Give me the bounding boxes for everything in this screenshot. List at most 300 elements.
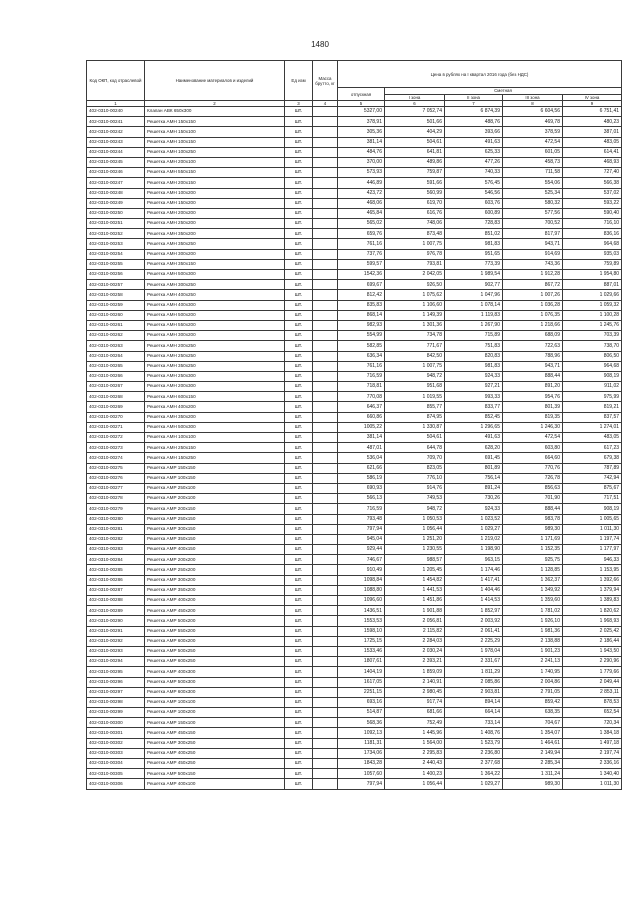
- cell-zone-2-price: 1 523,79: [445, 738, 503, 748]
- cell-zone-2-price: 491,63: [445, 137, 503, 147]
- cell-zone-1-price: 644,78: [385, 443, 445, 453]
- table-row: [87, 443, 622, 453]
- cell-mass: [313, 188, 338, 198]
- cell-name: Решетка АМН 100х200: [145, 188, 285, 198]
- cell-zone-3-price: 888,44: [503, 504, 563, 514]
- table-row: [87, 565, 622, 575]
- cell-zone-3-price: 856,63: [503, 483, 563, 493]
- cell-mass: [313, 239, 338, 249]
- cell-name: Решетка АМН 100х250: [145, 147, 285, 157]
- table-row: [87, 708, 622, 718]
- cell-unit: шт.: [285, 259, 313, 269]
- cell-zone-4-price: 727,40: [563, 168, 622, 178]
- cell-name: Решетка АМН 550х150: [145, 168, 285, 178]
- cell-zone-1-price: 404,29: [385, 127, 445, 137]
- cell-zone-4-price: 787,89: [563, 463, 622, 473]
- table-row: [87, 219, 622, 229]
- cell-zone-2-price: 981,83: [445, 361, 503, 371]
- cell-zone-4-price: 593,22: [563, 198, 622, 208]
- cell-zone-1-price: 1 056,44: [385, 524, 445, 534]
- cell-name: Решетка АМР 450х200: [145, 606, 285, 616]
- cell-release-price: 599,57: [338, 259, 385, 269]
- header-zone-2: II зона: [445, 94, 503, 101]
- cell-zone-2-price: 773,39: [445, 259, 503, 269]
- cell-release-price: 446,89: [338, 178, 385, 188]
- table-row: [87, 290, 622, 300]
- cell-release-price: 305,36: [338, 127, 385, 137]
- cell-zone-3-price: 2 138,88: [503, 636, 563, 646]
- cell-name: Решетка АМР 250х100: [145, 483, 285, 493]
- header-unit: Ед изм: [285, 61, 313, 101]
- cell-unit: шт.: [285, 239, 313, 249]
- cell-unit: шт.: [285, 708, 313, 718]
- cell-zone-3-price: 1 246,30: [503, 422, 563, 432]
- cell-name: Решетка АМР 500х150: [145, 769, 285, 779]
- price-table: [86, 60, 622, 790]
- cell-zone-3-price: 989,30: [503, 779, 563, 789]
- cell-zone-3-price: 1 152,35: [503, 545, 563, 555]
- cell-unit: шт.: [285, 331, 313, 341]
- cell-zone-3-price: 914,69: [503, 249, 563, 259]
- cell-mass: [313, 137, 338, 147]
- cell-zone-2-price: 894,14: [445, 697, 503, 707]
- cell-release-price: 566,13: [338, 494, 385, 504]
- cell-unit: шт.: [285, 575, 313, 585]
- cell-release-price: 573,93: [338, 168, 385, 178]
- cell-zone-4-price: 1 340,40: [563, 769, 622, 779]
- table-row: [87, 463, 622, 473]
- cell-zone-2-price: 691,45: [445, 453, 503, 463]
- cell-name: Решетка АМН 600х150: [145, 392, 285, 402]
- cell-zone-1-price: 1 251,20: [385, 534, 445, 544]
- cell-mass: [313, 534, 338, 544]
- cell-zone-1-price: 2 440,43: [385, 759, 445, 769]
- cell-zone-4-price: 1 059,32: [563, 300, 622, 310]
- cell-zone-1-price: 709,70: [385, 453, 445, 463]
- table-row: [87, 585, 622, 595]
- cell-release-price: 1734,06: [338, 748, 385, 758]
- cell-release-price: 929,44: [338, 545, 385, 555]
- cell-code: 402-0310-00267: [87, 382, 145, 392]
- cell-mass: [313, 351, 338, 361]
- cell-unit: шт.: [285, 657, 313, 667]
- cell-zone-2-price: 1 404,46: [445, 585, 503, 595]
- cell-zone-3-price: 801,39: [503, 402, 563, 412]
- cell-code: 402-0310-00244: [87, 147, 145, 157]
- cell-name: Решетка АМР 100х100: [145, 697, 285, 707]
- cell-unit: шт.: [285, 606, 313, 616]
- cell-zone-4-price: 480,23: [563, 117, 622, 127]
- cell-zone-2-price: 1 023,52: [445, 514, 503, 524]
- cell-mass: [313, 229, 338, 239]
- cell-unit: шт.: [285, 422, 313, 432]
- table-row: [87, 422, 622, 432]
- cell-release-price: 1436,51: [338, 606, 385, 616]
- cell-mass: [313, 147, 338, 157]
- cell-mass: [313, 371, 338, 381]
- cell-zone-3-price: 925,75: [503, 555, 563, 565]
- cell-unit: шт.: [285, 402, 313, 412]
- cell-zone-1-price: 1 149,39: [385, 310, 445, 320]
- cell-zone-3-price: 943,71: [503, 361, 563, 371]
- table-row: [87, 738, 622, 748]
- cell-code: 402-0310-00288: [87, 596, 145, 606]
- cell-mass: [313, 208, 338, 218]
- cell-unit: шт.: [285, 473, 313, 483]
- cell-zone-1-price: 1 564,00: [385, 738, 445, 748]
- cell-zone-3-price: 1 171,69: [503, 534, 563, 544]
- cell-name: Решетка АМР 400х300: [145, 667, 285, 677]
- cell-zone-2-price: 664,14: [445, 708, 503, 718]
- cell-unit: шт.: [285, 524, 313, 534]
- cell-unit: шт.: [285, 748, 313, 758]
- cell-mass: [313, 107, 338, 117]
- cell-zone-1-price: 1 454,82: [385, 575, 445, 585]
- cell-name: Решетка АМР 350х150: [145, 534, 285, 544]
- cell-zone-4-price: 975,99: [563, 392, 622, 402]
- cell-release-price: 565,02: [338, 219, 385, 229]
- cell-release-price: 718,81: [338, 382, 385, 392]
- cell-mass: [313, 280, 338, 290]
- cell-unit: шт.: [285, 514, 313, 524]
- cell-zone-1-price: 504,61: [385, 433, 445, 443]
- table-row: [87, 382, 622, 392]
- cell-zone-3-price: 638,35: [503, 708, 563, 718]
- cell-zone-3-price: 472,54: [503, 137, 563, 147]
- cell-zone-2-price: 6 874,39: [445, 107, 503, 117]
- cell-name: Решетка АМР 300х150: [145, 524, 285, 534]
- cell-zone-1-price: 752,49: [385, 718, 445, 728]
- cell-mass: [313, 249, 338, 259]
- cell-mass: [313, 178, 338, 188]
- cell-mass: [313, 463, 338, 473]
- cell-name: Решетка АМР 200х200: [145, 555, 285, 565]
- cell-zone-4-price: 679,38: [563, 453, 622, 463]
- cell-mass: [313, 382, 338, 392]
- cell-code: 402-0310-00297: [87, 687, 145, 697]
- cell-zone-1-price: 1 301,36: [385, 320, 445, 330]
- cell-zone-3-price: 378,59: [503, 127, 563, 137]
- cell-zone-4-price: 717,51: [563, 494, 622, 504]
- cell-zone-4-price: 652,54: [563, 708, 622, 718]
- cell-unit: шт.: [285, 677, 313, 687]
- header-mass: Масса брутто, кг: [313, 61, 338, 101]
- cell-release-price: 793,48: [338, 514, 385, 524]
- cell-zone-4-price: 908,19: [563, 504, 622, 514]
- table-row: [87, 412, 622, 422]
- cell-zone-3-price: 1 901,23: [503, 646, 563, 656]
- cell-mass: [313, 361, 338, 371]
- cell-zone-3-price: 726,78: [503, 473, 563, 483]
- cell-zone-4-price: 836,16: [563, 229, 622, 239]
- cell-mass: [313, 626, 338, 636]
- table-row: [87, 198, 622, 208]
- cell-mass: [313, 331, 338, 341]
- cell-name: Решетка АМН 350х250: [145, 239, 285, 249]
- cell-name: Решетка АМН 300х200: [145, 331, 285, 341]
- table-row: [87, 555, 622, 565]
- cell-zone-2-price: 2 061,41: [445, 626, 503, 636]
- cell-zone-1-price: 874,95: [385, 412, 445, 422]
- cell-code: 402-0310-00285: [87, 565, 145, 575]
- cell-code: 402-0310-00291: [87, 626, 145, 636]
- cell-code: 402-0310-00293: [87, 646, 145, 656]
- cell-zone-4-price: 2 197,74: [563, 748, 622, 758]
- cell-name: Решетка АМН 250х150: [145, 443, 285, 453]
- cell-name: Решетка АМН 500х200: [145, 310, 285, 320]
- cell-code: 402-0310-00290: [87, 616, 145, 626]
- cell-zone-1-price: 2 056,81: [385, 616, 445, 626]
- cell-code: 402-0310-00253: [87, 239, 145, 249]
- cell-release-price: 568,36: [338, 718, 385, 728]
- cell-zone-1-price: 2 140,91: [385, 677, 445, 687]
- table-row: [87, 270, 622, 280]
- cell-name: Решетка АМН 100х150: [145, 137, 285, 147]
- table-row: [87, 718, 622, 728]
- cell-zone-3-price: 1 036,28: [503, 300, 563, 310]
- cell-zone-2-price: 1 029,27: [445, 779, 503, 789]
- cell-zone-2-price: 1 852,97: [445, 606, 503, 616]
- cell-zone-4-price: 2 853,11: [563, 687, 622, 697]
- cell-zone-4-price: 537,02: [563, 188, 622, 198]
- cell-unit: шт.: [285, 249, 313, 259]
- cell-unit: шт.: [285, 300, 313, 310]
- cell-unit: шт.: [285, 504, 313, 514]
- cell-name: Решетка АМН 250х250: [145, 351, 285, 361]
- table-row: [87, 667, 622, 677]
- cell-code: 402-0310-00264: [87, 351, 145, 361]
- cell-name: Решетка АМН 500х300: [145, 422, 285, 432]
- cell-zone-2-price: 891,24: [445, 483, 503, 493]
- cell-mass: [313, 748, 338, 758]
- cell-zone-2-price: 1 989,54: [445, 270, 503, 280]
- cell-mass: [313, 738, 338, 748]
- cell-unit: шт.: [285, 483, 313, 493]
- cell-release-price: 582,85: [338, 341, 385, 351]
- cell-name: Решетка АМН 100х100: [145, 433, 285, 443]
- cell-zone-4-price: 1 011,30: [563, 779, 622, 789]
- cell-zone-3-price: 743,36: [503, 259, 563, 269]
- cell-zone-3-price: 1 354,07: [503, 728, 563, 738]
- page-number: 1480: [311, 40, 329, 49]
- cell-zone-1-price: 591,66: [385, 178, 445, 188]
- cell-release-price: 423,72: [338, 188, 385, 198]
- table-row: [87, 320, 622, 330]
- table-row: [87, 697, 622, 707]
- cell-zone-2-price: 902,77: [445, 280, 503, 290]
- cell-mass: [313, 157, 338, 167]
- cell-mass: [313, 504, 338, 514]
- cell-name: Решетка АМН 350х150: [145, 259, 285, 269]
- cell-zone-1-price: 2 030,24: [385, 646, 445, 656]
- cell-zone-4-price: 2 049,44: [563, 677, 622, 687]
- column-number: 6: [385, 101, 445, 107]
- cell-zone-1-price: 749,53: [385, 494, 445, 504]
- cell-name: Решетка АМН 400х300: [145, 300, 285, 310]
- cell-zone-3-price: 601,05: [503, 147, 563, 157]
- cell-mass: [313, 575, 338, 585]
- column-number: 4: [313, 101, 338, 107]
- cell-code: 402-0310-00254: [87, 249, 145, 259]
- cell-zone-3-price: 943,71: [503, 239, 563, 249]
- cell-zone-2-price: 728,83: [445, 219, 503, 229]
- header-zone-3: III зона: [503, 94, 563, 101]
- cell-zone-1-price: 842,50: [385, 351, 445, 361]
- cell-zone-1-price: 873,48: [385, 229, 445, 239]
- cell-zone-2-price: 546,56: [445, 188, 503, 198]
- cell-mass: [313, 687, 338, 697]
- table-row: [87, 229, 622, 239]
- cell-mass: [313, 300, 338, 310]
- cell-zone-1-price: 1 230,55: [385, 545, 445, 555]
- cell-mass: [313, 341, 338, 351]
- cell-zone-1-price: 616,76: [385, 208, 445, 218]
- cell-name: Решетка АМН 150х250: [145, 453, 285, 463]
- cell-release-price: 1533,46: [338, 646, 385, 656]
- cell-release-price: 5327,00: [338, 107, 385, 117]
- cell-code: 402-0310-00305: [87, 769, 145, 779]
- cell-zone-1-price: 1 075,62: [385, 290, 445, 300]
- table-row: [87, 483, 622, 493]
- table-row: [87, 534, 622, 544]
- table-row: [87, 371, 622, 381]
- cell-zone-2-price: 1 047,96: [445, 290, 503, 300]
- cell-zone-4-price: 387,01: [563, 127, 622, 137]
- cell-mass: [313, 270, 338, 280]
- cell-zone-3-price: 722,63: [503, 341, 563, 351]
- cell-release-price: 660,86: [338, 412, 385, 422]
- table-row: [87, 402, 622, 412]
- cell-name: Клапан АВК 650х300: [145, 107, 285, 117]
- cell-unit: шт.: [285, 534, 313, 544]
- cell-code: 402-0310-00278: [87, 494, 145, 504]
- cell-mass: [313, 259, 338, 269]
- cell-zone-1-price: 1 205,45: [385, 565, 445, 575]
- cell-mass: [313, 585, 338, 595]
- table-row: [87, 188, 622, 198]
- cell-release-price: 554,99: [338, 331, 385, 341]
- cell-unit: шт.: [285, 616, 313, 626]
- header-price-title: Цена в рублях на I квартал 2016 года (без НДС): [338, 61, 622, 88]
- cell-mass: [313, 646, 338, 656]
- cell-zone-1-price: 771,67: [385, 341, 445, 351]
- cell-zone-2-price: 600,89: [445, 208, 503, 218]
- cell-name: Решетка АМН 250х300: [145, 371, 285, 381]
- cell-release-price: 737,76: [338, 249, 385, 259]
- cell-zone-1-price: 823,05: [385, 463, 445, 473]
- cell-zone-2-price: 1 978,04: [445, 646, 503, 656]
- cell-unit: шт.: [285, 198, 313, 208]
- cell-unit: шт.: [285, 728, 313, 738]
- cell-zone-4-price: 1 954,80: [563, 270, 622, 280]
- cell-release-price: 1725,15: [338, 636, 385, 646]
- cell-unit: шт.: [285, 229, 313, 239]
- cell-mass: [313, 117, 338, 127]
- cell-name: Решетка АМР 400х250: [145, 748, 285, 758]
- cell-code: 402-0310-00259: [87, 300, 145, 310]
- cell-zone-1-price: 1 056,44: [385, 779, 445, 789]
- cell-code: 402-0310-00300: [87, 718, 145, 728]
- cell-release-price: 945,04: [338, 534, 385, 544]
- cell-name: Решетка АМН 150х200: [145, 198, 285, 208]
- header-release: отпускная: [338, 88, 385, 101]
- cell-mass: [313, 636, 338, 646]
- cell-code: 402-0310-00289: [87, 606, 145, 616]
- cell-zone-2-price: 1 029,27: [445, 524, 503, 534]
- header-zone-4: IV зона: [563, 94, 622, 101]
- cell-name: Решетка АМР 150х100: [145, 718, 285, 728]
- cell-code: 402-0310-00271: [87, 422, 145, 432]
- cell-code: 402-0310-00252: [87, 229, 145, 239]
- table-row: [87, 769, 622, 779]
- cell-zone-4-price: 1 392,66: [563, 575, 622, 585]
- cell-unit: шт.: [285, 290, 313, 300]
- cell-zone-4-price: 1 379,94: [563, 585, 622, 595]
- cell-unit: шт.: [285, 779, 313, 789]
- table-row: [87, 280, 622, 290]
- cell-name: Решетка АМР 450х150: [145, 728, 285, 738]
- cell-zone-4-price: 1 274,01: [563, 422, 622, 432]
- cell-name: Решетка АМР 100х150: [145, 473, 285, 483]
- cell-release-price: 465,84: [338, 208, 385, 218]
- cell-unit: шт.: [285, 107, 313, 117]
- cell-zone-4-price: 716,10: [563, 219, 622, 229]
- cell-name: Решетка АМР 600х250: [145, 657, 285, 667]
- cell-release-price: 770,08: [338, 392, 385, 402]
- cell-mass: [313, 555, 338, 565]
- cell-zone-2-price: 751,83: [445, 341, 503, 351]
- cell-zone-3-price: 1 912,28: [503, 270, 563, 280]
- cell-code: 402-0310-00260: [87, 310, 145, 320]
- cell-code: 402-0310-00275: [87, 463, 145, 473]
- table-body: [87, 107, 622, 790]
- cell-zone-3-price: 2 149,94: [503, 748, 563, 758]
- cell-zone-3-price: 458,73: [503, 157, 563, 167]
- table-row: [87, 331, 622, 341]
- cell-unit: шт.: [285, 443, 313, 453]
- cell-zone-2-price: 981,83: [445, 239, 503, 249]
- cell-unit: шт.: [285, 626, 313, 636]
- cell-mass: [313, 514, 338, 524]
- cell-mass: [313, 320, 338, 330]
- cell-mass: [313, 453, 338, 463]
- cell-code: 402-0310-00245: [87, 157, 145, 167]
- cell-unit: шт.: [285, 555, 313, 565]
- cell-zone-1-price: 1 400,23: [385, 769, 445, 779]
- cell-zone-3-price: 2 241,13: [503, 657, 563, 667]
- cell-unit: шт.: [285, 117, 313, 127]
- cell-name: Решетка АМН 500х300: [145, 270, 285, 280]
- cell-zone-2-price: 1 811,29: [445, 667, 503, 677]
- cell-code: 402-0310-00255: [87, 259, 145, 269]
- cell-zone-1-price: 2 042,05: [385, 270, 445, 280]
- cell-unit: шт.: [285, 361, 313, 371]
- table-row: [87, 453, 622, 463]
- cell-zone-2-price: 730,26: [445, 494, 503, 504]
- cell-code: 402-0310-00248: [87, 188, 145, 198]
- cell-code: 402-0310-00284: [87, 555, 145, 565]
- cell-zone-2-price: 1 174,46: [445, 565, 503, 575]
- cell-unit: шт.: [285, 545, 313, 555]
- cell-zone-4-price: 6 751,41: [563, 107, 622, 117]
- cell-code: 402-0310-00242: [87, 127, 145, 137]
- cell-unit: шт.: [285, 219, 313, 229]
- table-row: [87, 300, 622, 310]
- table-row: [87, 575, 622, 585]
- cell-unit: шт.: [285, 412, 313, 422]
- cell-unit: шт.: [285, 157, 313, 167]
- cell-release-price: 646,37: [338, 402, 385, 412]
